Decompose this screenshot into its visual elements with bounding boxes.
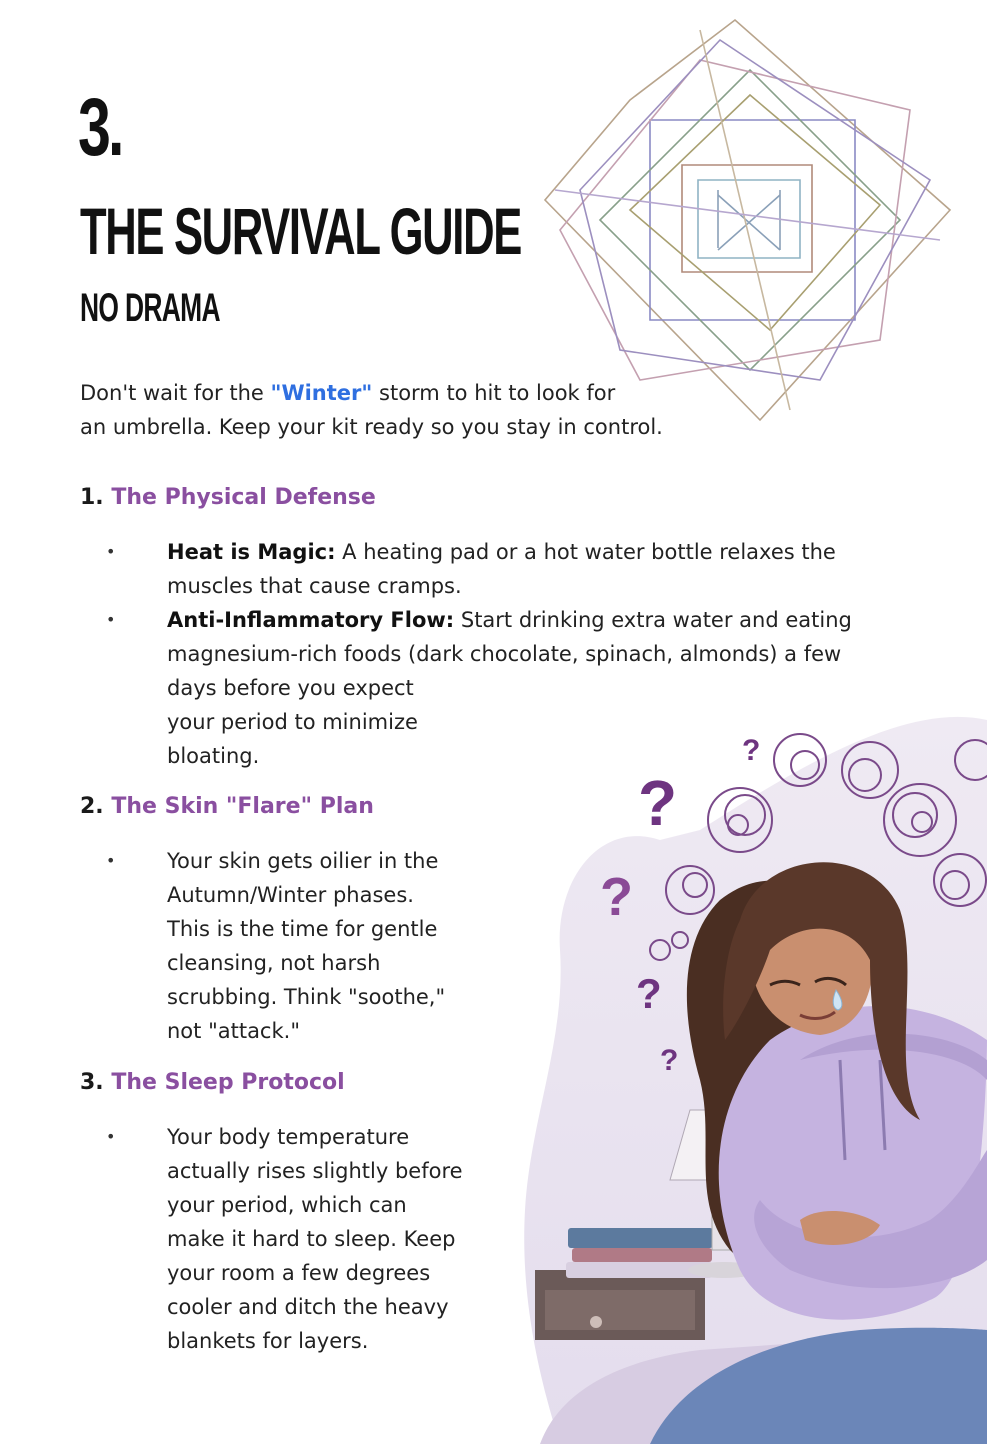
bullet-text: make it hard to sleep. Keep (167, 1227, 456, 1251)
section-heading-sleep-protocol (80, 1068, 345, 1098)
intro-text: storm to hit to look for (372, 381, 616, 405)
list-item (0, 1120, 463, 1358)
bullet-list (0, 844, 445, 1048)
bullet-text: Your body temperature (167, 1125, 410, 1149)
bullet-text: This is the time for gentle (167, 917, 438, 941)
bullet-text: your room a few degrees (167, 1261, 431, 1285)
bullet-text: scrubbing. Think "soothe," (167, 985, 446, 1009)
bullet-text: days before you expect (167, 676, 414, 700)
bullet-lead: Heat is Magic: (167, 540, 336, 564)
intro-highlight: "Winter" (270, 381, 373, 405)
svg-text:?: ? (600, 867, 633, 927)
bullet-text: Start drinking extra water and eating (454, 608, 852, 632)
intro-text: an umbrella. Keep your kit ready so you stay in control. (80, 415, 663, 439)
bullet-text: bloating. (167, 744, 260, 768)
svg-text:?: ? (638, 767, 678, 839)
bullet-text: not "attack." (167, 1019, 300, 1043)
bullet-text: cooler and ditch the heavy (167, 1295, 449, 1319)
section-number: 3. (80, 1070, 104, 1095)
bullet-text: actually rises slightly before (167, 1159, 463, 1183)
bullet-text: Your skin gets oilier in the (167, 849, 439, 873)
svg-text:?: ? (636, 970, 662, 1017)
bullet-text: muscles that cause cramps. (167, 574, 462, 598)
section-title: The Sleep Protocol (111, 1070, 345, 1095)
bullet-list (0, 1120, 463, 1358)
section-number: 2. (80, 794, 104, 819)
bullet-text: magnesium-rich foods (dark chocolate, spinach, almonds) a few (167, 642, 842, 666)
bullet-text: your period, which can (167, 1193, 407, 1217)
section-heading-skin-flare-plan (80, 792, 374, 822)
intro-text: Don't wait for the (80, 381, 271, 405)
chapter-subtitle: NO DRAMA (80, 286, 220, 330)
chapter-number: 3. (78, 82, 122, 173)
bullet-list (0, 535, 852, 773)
bullet-text: blankets for layers. (167, 1329, 369, 1353)
bullet-text: your period to minimize (167, 710, 418, 734)
list-item (0, 603, 852, 773)
list-item (0, 844, 445, 1048)
svg-text:?: ? (742, 734, 761, 767)
bullet-text: A heating pad or a hot water bottle relaxes the (335, 540, 836, 564)
section-heading-physical-defense (80, 483, 376, 513)
intro-paragraph (80, 376, 720, 444)
bullet-lead: Anti-Inflammatory Flow: (167, 608, 455, 632)
section-title: The Physical Defense (111, 485, 376, 510)
section-title: The Skin "Flare" Plan (111, 794, 374, 819)
bullet-text: cleansing, not harsh (167, 951, 381, 975)
svg-text:?: ? (660, 1044, 679, 1077)
section-number: 1. (80, 485, 104, 510)
chapter-title: THE SURVIVAL GUIDE (80, 194, 521, 268)
bullet-text: Autumn/Winter phases. (167, 883, 414, 907)
list-item (0, 535, 852, 603)
